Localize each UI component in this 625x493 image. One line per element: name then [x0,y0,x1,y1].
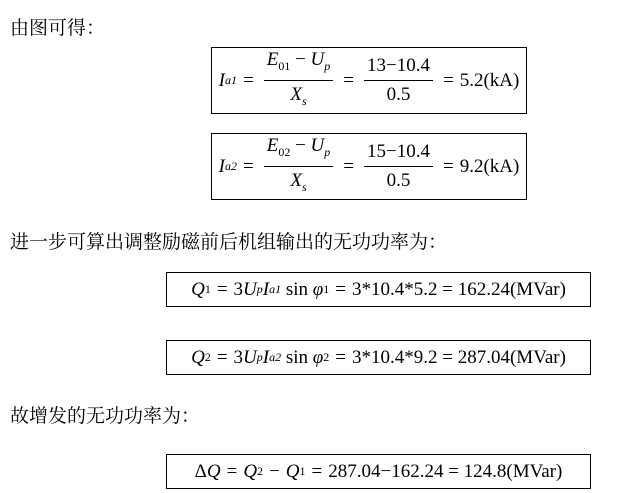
increase-text: 故增发的无功功率为： [10,405,201,427]
eq3-coef: 3 [233,278,244,300]
eq1-minus: − [295,49,306,70]
eq4-u-sub: p [256,350,263,364]
eq1-fraction-numeric [364,54,433,107]
equation-q1: Q 1 = 3 U p I a1 sin φ 1 = 3*10.4*5.2 = 162.24(MVar) [166,272,591,307]
eq5-q1-sub: 1 [299,464,306,478]
eq2-den-x: X [290,170,302,191]
eq1-lhs-sub: a1 [225,73,237,87]
eq1-den-x-sub: s [301,94,307,108]
eq5-delta: Δ [194,460,207,482]
eq2-num-e-sub: 02 [278,145,291,159]
eq3-lhs-sub: 1 [204,282,211,296]
equation-delta-q: Δ Q = Q 2 − Q 1 = 287.04−162.24 = 124.8(MVar) [166,454,591,489]
eq2-fraction-symbolic [264,134,334,199]
eq3-i-sub: a1 [269,282,282,296]
eq3-phi: φ [312,278,324,300]
eq2-result: 9.2(kA) [459,155,520,177]
equation-ia1: I a1 = $\frac{E_{01} - U_p}{X_s}$ = $\frac{13-10.4}{0.5}$ = 5.2(kA) [211,47,527,114]
eq3-rhs: 3*10.4*5.2 = 162.24(MVar) [352,278,566,300]
eq1-den-value: 0.5 [386,84,411,105]
next-step-text: 进一步可算出调整励磁前后机组输出的无功功率为： [10,231,448,253]
eq2-den-value: 0.5 [386,170,411,191]
eq3-phi-sub: 1 [323,282,330,296]
equation-ia2: I a2 = $\frac{E_{02} - U_p}{X_s}$ = $\frac{15-10.4}{0.5}$ = 9.2(kA) [211,133,527,200]
eq2-num-value: 15−10.4 [364,140,433,167]
eq2-lhs: I [218,155,225,177]
eq3-lhs: Q [191,278,205,300]
eq4-phi: φ [312,346,324,368]
eq5-q2-sub: 2 [257,464,264,478]
eq5-rhs: 287.04−162.24 = 124.8(MVar) [328,460,563,482]
eq1-den-x: X [290,84,302,105]
eq4-sin: sin [285,346,309,368]
eq1-fraction-symbolic [264,48,334,113]
eq3-u-sub: p [256,282,263,296]
eq1-num-u: U [310,49,325,70]
eq1-num-e-sub: 01 [278,59,291,73]
eq4-u: U [243,346,257,368]
eq4-coef: 3 [233,346,244,368]
eq4-phi-sub: 2 [323,350,330,364]
eq2-den-x-sub: s [301,180,307,194]
eq1-num-value: 13−10.4 [364,54,433,81]
eq4-lhs: Q [191,346,205,368]
eq5-q1: Q [285,460,300,482]
eq5-minus: − [269,460,280,482]
eq3-u: U [243,278,257,300]
eq2-fraction-numeric [364,140,433,193]
eq2-num-u-sub: p [324,145,331,159]
eq5-q: Q [206,460,221,482]
eq1-num-u-sub: p [324,59,331,73]
equation-q2: Q 2 = 3 U p I a2 sin φ 2 = 3*10.4*9.2 = 287.04(MVar) [166,340,591,375]
eq1-num-e: E [266,49,279,70]
eq2-lhs-sub: a2 [225,159,237,173]
eq2-minus: − [295,135,306,156]
eq2-num-e: E [266,135,279,156]
eq2-num-u: U [310,135,325,156]
eq4-rhs: 3*10.4*9.2 = 287.04(MVar) [352,346,566,368]
eq3-i: I [262,278,270,300]
eq4-i: I [262,346,270,368]
eq1-result: 5.2(kA) [459,69,520,91]
eq4-i-sub: a2 [269,350,282,364]
eq3-sin: sin [285,278,309,300]
eq4-lhs-sub: 2 [204,350,211,364]
intro-text: 由图可得： [10,17,106,39]
eq5-q2: Q [243,460,258,482]
eq1-lhs: I [218,69,225,91]
